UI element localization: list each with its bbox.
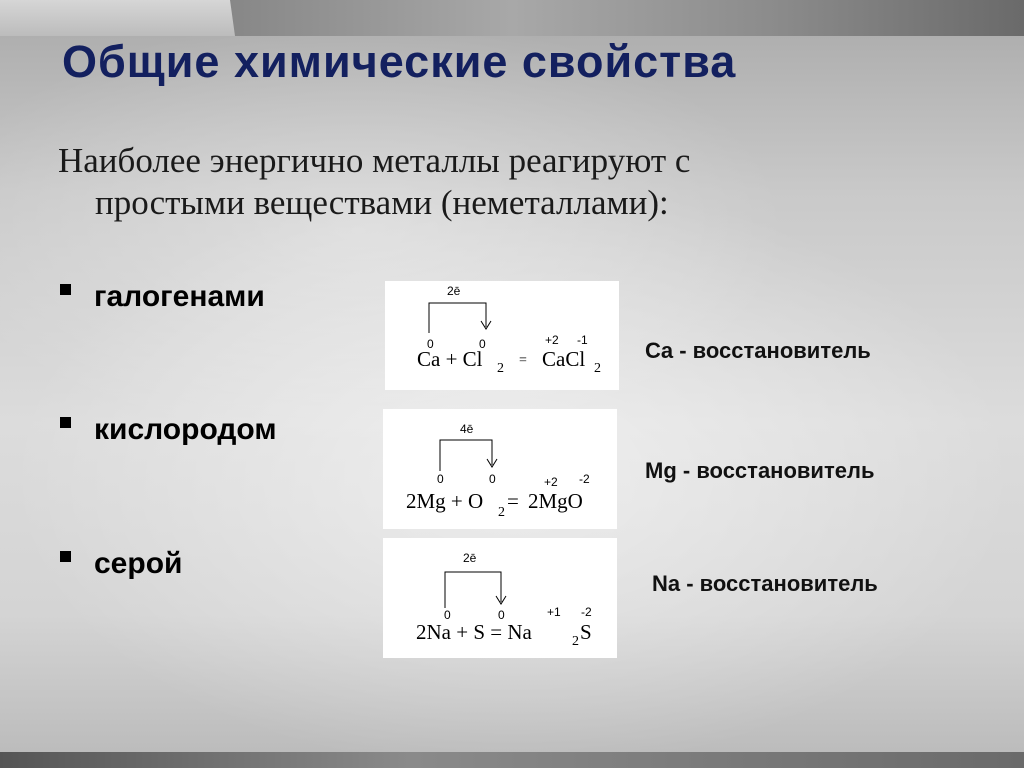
oxidation-state: -2 (579, 472, 590, 486)
bullet-oxygen (60, 413, 277, 447)
electron-transfer-arrow (429, 303, 486, 333)
equation-subscript: 2 (594, 361, 601, 376)
equation-sodium (383, 538, 617, 658)
intro-line-2: простыми веществами (неметаллами): (95, 183, 669, 222)
oxidation-state: 0 (498, 608, 505, 622)
equals-sign: = (519, 353, 527, 368)
bullet-label: кислородом (94, 413, 277, 446)
equation-subscript: 2 (497, 361, 504, 376)
equation-right: S (580, 620, 592, 644)
electron-count: 2ē (447, 284, 461, 298)
bullet-square-icon (60, 284, 71, 295)
equation-left: 2Na + S = Na (416, 620, 532, 644)
oxidation-state: +1 (547, 605, 561, 619)
bullet-square-icon (60, 417, 71, 428)
equals-sign: = (507, 489, 519, 513)
top-band-tab (0, 0, 235, 36)
equation-subscript: 2 (572, 634, 579, 649)
bottom-band (0, 752, 1024, 768)
note-sodium-reducer: Na - восстановитель (652, 571, 878, 596)
equation-calcium (385, 281, 619, 390)
intro-line-1: Наиболее энергично металлы реагируют с (58, 141, 691, 180)
oxidation-state: +2 (544, 475, 558, 489)
equation-subscript: 2 (498, 505, 505, 520)
equation-box-sodium (383, 538, 617, 658)
equation-box-magnesium (383, 409, 617, 529)
oxidation-state: -1 (577, 333, 588, 347)
note-calcium-reducer: Ca - восстановитель (645, 338, 871, 363)
equation-right: 2MgO (528, 489, 583, 513)
oxidation-state: 0 (489, 472, 496, 486)
oxidation-state: 0 (427, 337, 434, 351)
bullet-sulfur (60, 547, 182, 581)
bullet-square-icon (60, 551, 71, 562)
electron-transfer-arrow (440, 440, 492, 471)
oxidation-state: +2 (545, 333, 559, 347)
electron-transfer-arrow (445, 572, 501, 608)
electron-count: 4ē (460, 422, 474, 436)
note-magnesium-reducer: Mg - восстановитель (645, 458, 875, 483)
equation-left: 2Mg + O (406, 489, 484, 513)
oxidation-state: 0 (479, 337, 486, 351)
equation-magnesium (383, 409, 617, 529)
electron-count: 2ē (463, 551, 477, 565)
oxidation-state: 0 (444, 608, 451, 622)
bullet-label: серой (94, 547, 183, 580)
bullet-halogens (60, 280, 265, 314)
oxidation-state: 0 (437, 472, 444, 486)
oxidation-state: -2 (581, 605, 592, 619)
equation-box-calcium (385, 281, 619, 390)
bullet-label: галогенами (94, 280, 265, 313)
slide-title: Общие химические свойства (62, 36, 737, 87)
equation-right: CaCl (542, 347, 586, 371)
equation-left: Ca + Cl (417, 347, 483, 371)
intro-text (58, 140, 958, 224)
